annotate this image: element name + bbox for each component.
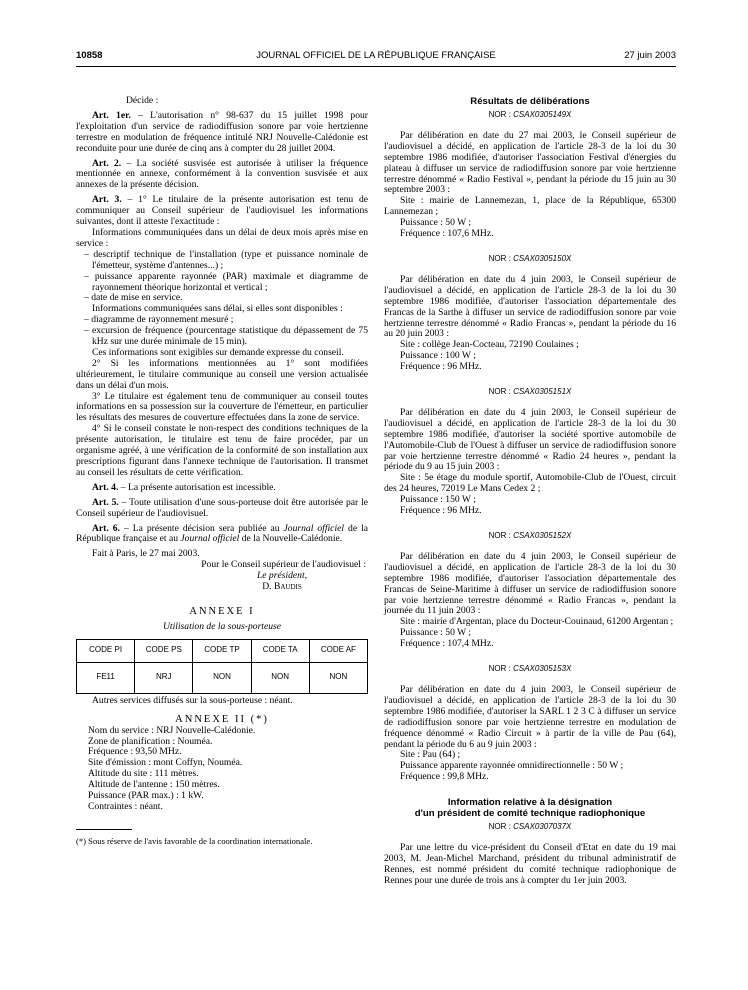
other-services-text: Autres services diffusés sur la sous-porteuse : néant. xyxy=(92,694,293,706)
nor-reference xyxy=(384,664,676,675)
right-column xyxy=(384,96,676,887)
annex-2-line: Puissance (PAR max.) : 1 kW. xyxy=(88,790,204,802)
nor-reference xyxy=(384,110,676,121)
article-6-text: de la République française et au xyxy=(76,522,369,545)
list-item: – date de mise en service. xyxy=(84,292,183,304)
article-3-label: Art. 3. xyxy=(92,194,122,206)
annex-1-subtitle: Utilisation de la sous-porteuse xyxy=(162,620,282,632)
annex-2-details xyxy=(76,726,368,813)
nor-label: NOR : xyxy=(488,387,514,397)
deliberation-entry xyxy=(384,664,676,783)
deliberation-line: Fréquence : 99,8 MHz. xyxy=(400,771,489,783)
article-2 xyxy=(76,159,368,192)
article-1-text: – L'autorisation n° 98-637 du 15 juillet 1998 pour l'exploitation d'un service de radiodiffusion sonore par voie hertzienne terrestre en modulation de fréquence intitulé NRJ Nouvelle-Calédonie est reconduite pour une durée de cinq ans à compter du 28 juillet 2004. xyxy=(76,109,369,154)
paragraph-4: 4° Si le conseil constate le non-respect des conditions techniques de la présente autorisation, le titulaire est tenu de faire procéder, par un organisme agréé, à une vérification de la conformité de son installation aux prescriptions figurant dans l'annexe technique de l'autorisation. Il transmet au conseil les résultats de cette vérification. xyxy=(76,423,368,478)
journal-title: JOURNAL OFFICIEL DE LA RÉPUBLIQUE FRANÇAISE xyxy=(256,50,496,61)
article-4 xyxy=(76,483,368,494)
subcarrier-table xyxy=(76,639,368,694)
article-4-text: – La présente autorisation est incessible. xyxy=(118,481,276,493)
annex-2-line: Fréquence : 93,50 MHz. xyxy=(88,746,182,758)
publication-date: 27 juin 2003 xyxy=(624,50,676,61)
deliberation-line: Fréquence : 96 MHz. xyxy=(400,505,482,517)
table-cell: NON xyxy=(309,662,367,693)
article-3-text: – 1° Le titulaire de la présente autorisation est tenu de communiquer au Conseil supérieur de l'audiovisuel les informations suivantes, dont il atteste l'exactitude : xyxy=(76,194,369,228)
section-title: Résultats de délibérations xyxy=(470,96,590,107)
nor-code: CSAX0305151X xyxy=(513,387,572,397)
list-item: – diagramme de rayonnement mesuré ; xyxy=(84,314,234,326)
list-item: – excursion de fréquence (pourcentage statistique du dépassement de 75 kHz sur une durée minimale de 15 min). xyxy=(84,325,368,348)
deliberation-line: Site : Pau (64) ; xyxy=(400,749,461,761)
designation-body: Par une lettre du vice-président du Conseil d'Etat en date du 19 mai 2003, M. Jean-Michel Marchand, président du tribunal administratif de Rennes, est nommé président du comité technique radiophonique de Rennes pour une durée de trois ans à compter du 1er juin 2003. xyxy=(384,842,676,886)
deliberation-line: Puissance : 50 W ; xyxy=(400,217,472,229)
deliberation-body: Par délibération en date du 4 juin 2003, le Conseil supérieur de l'audiovisuel a décidé, en application de l'article 28-3 de la loi du 30 septembre 1986 modifiée, d'autoriser la société sportive automobile de l'Automobile-Club de l'Ouest à diffuser un service de radiodiffusion sonore par voie hertzienne terrestre dénommé « Radio 24 heures », pendant la période du 9 au 15 juin 2003 : xyxy=(384,406,676,473)
table-header: CODE PI xyxy=(77,639,135,662)
deliberation-body: Par délibération en date du 4 juin 2003, le Conseil supérieur de l'audiovisuel a décidé, en application de l'article 28-3 de la loi du 30 septembre 1986 modifiée, d'autoriser la SARL 1 2 3 C à diffuser un service de radiodiffusion sonore par voie hertzienne terrestre en modulation de fréquence dénommé « Radio Circuit » à partir de la ville de Pau (64), pendant la période du 6 au 9 juin 2003 : xyxy=(384,683,676,750)
article-5-label: Art. 5. xyxy=(92,496,119,508)
deliberation-line: Puissance : 100 W ; xyxy=(400,350,476,362)
info-request-text: Ces informations sont exigibles sur demande expresse du conseil. xyxy=(92,346,344,358)
annex-2-line: Altitude de l'antenne : 150 mètres. xyxy=(88,779,220,791)
nor-reference xyxy=(384,387,676,398)
table-header: CODE PS xyxy=(135,639,193,662)
page-number: 10858 xyxy=(76,50,103,61)
decide-text: Décide : xyxy=(126,95,159,106)
table-cell: NON xyxy=(251,662,309,693)
nor-label: NOR : xyxy=(488,110,514,119)
deliberation-body: Par délibération en date du 4 juin 2003, le Conseil supérieur de l'audiovisuel a décidé, en application de l'article 28-3 de la loi du 30 septembre 1986 modifiée, d'autoriser l'association départementale des Francas de la Sarthe à diffuser un service de radiodiffusion sonore par voie hertzienne terrestre dénommé « Radio Francas », pendant la période du 16 au 20 juin 2003 : xyxy=(384,273,676,340)
table-cell: NRJ xyxy=(135,662,193,693)
deliberation-line: Puissance : 50 W ; xyxy=(400,627,472,639)
nor-code: CSAX0305149X xyxy=(513,110,572,119)
deliberation-body: Par délibération en date du 4 juin 2003, le Conseil supérieur de l'audiovisuel a décidé, en application de l'article 28-3 de la loi du 30 septembre 1986 modifiée, d'autoriser l'association départementale des Francas de Seine-Maritime à diffuser un service de radiodiffusion sonore par voie hertzienne terrestre dénommé « Radio Francas », pendant la journée du 11 juin 2003 : xyxy=(384,550,676,617)
nor-reference xyxy=(384,254,676,265)
deliberation-entry xyxy=(384,110,676,240)
section-title: Information relative à la désignation xyxy=(447,797,613,809)
page-header xyxy=(76,50,676,64)
article-5-text: – Toute utilisation d'une sous-porteuse doit être autorisée par le Conseil supérieur de l'audiovisuel. xyxy=(76,496,368,519)
deliberation-body: Par délibération en date du 27 mai 2003, le Conseil supérieur de l'audiovisuel a décidé, en application de l'article 28-3 de la loi du 30 septembre 1986 modifiée, d'autoriser l'association Festival d'énergies du plateau à diffuser un service de radiodiffusion sonore par voie hertzienne terrestre dénommé « Radio Festival », pendant la période du 15 juin au 30 septembre 2003 : xyxy=(384,129,676,196)
annex-2-line: Zone de planification : Nouméa. xyxy=(88,735,213,747)
footnote-rule xyxy=(76,829,132,830)
nor-code: CSAX0307037X xyxy=(513,822,572,832)
annex-2-line: Altitude du site : 111 mètres. xyxy=(88,768,199,780)
article-2-text: – La société susvisée est autorisée à utiliser la fréquence mentionnée en annexe, conformément à la convention susvisée et aux annexes de la présente décision. xyxy=(76,157,369,191)
deliberation-line: Site : 5e étage du module sportif, Automobile-Club de l'Ouest, circuit des 24 heures, 72019 Le Mans Cedex 2 ; xyxy=(384,472,676,495)
deliberation-entry xyxy=(384,531,676,650)
paragraph-3: 3° Le titulaire est également tenu de communiquer au conseil toutes informations en sa possession sur la couverture de l'émetteur, en particulier les résultats des mesures de couverture effectuées dans la zone de service. xyxy=(76,390,368,424)
article-3 xyxy=(76,195,368,228)
article-6-label: Art. 6. xyxy=(92,522,120,534)
nor-reference xyxy=(384,822,676,833)
annex-2-line: Nom du service : NRJ Nouvelle-Calédonie. xyxy=(88,724,256,736)
deliberation-line: Fréquence : 107,6 MHz. xyxy=(400,228,494,240)
list-item: – descriptif technique de l'installation (type et puissance nominale de l'émetteur, système d'antennes...) ; xyxy=(84,248,368,271)
table-header: CODE TP xyxy=(193,639,251,662)
article-1 xyxy=(76,111,368,155)
deliberation-entry xyxy=(384,254,676,373)
annex-2-line: Site d'émission : mont Coffyn, Nouméa. xyxy=(88,757,243,769)
table-cell: FE11 xyxy=(77,662,135,693)
info-nodelay-heading: Informations communiquées sans délai, si elles sont disponibles : xyxy=(92,303,343,315)
table-header: CODE TA xyxy=(251,639,309,662)
article-4-label: Art. 4. xyxy=(92,481,119,493)
annex-2-line: Contraintes : néant. xyxy=(88,800,163,812)
deliberation-line: Fréquence : 96 MHz. xyxy=(400,361,482,373)
annex-2-title: ANNEXE II (*) xyxy=(175,713,269,725)
article-5 xyxy=(76,498,368,520)
deliberation-line: Site : mairie de Lannemezan, 1, place de la République, 65300 Lannemezan ; xyxy=(384,195,676,218)
deliberation-line: Site : mairie d'Argentan, place du Docteur-Couinaud, 61200 Argentan ; xyxy=(400,616,674,628)
signature-on-behalf: Pour le Conseil supérieur de l'audiovisuel : xyxy=(201,559,366,571)
nor-code: CSAX0305153X xyxy=(513,664,572,674)
nor-code: CSAX0305150X xyxy=(513,253,572,263)
deliberation-line: Site : collège Jean-Cocteau, 72190 Coulaines ; xyxy=(400,339,579,351)
left-column xyxy=(76,96,368,847)
table-row xyxy=(77,662,368,693)
section-title: d'un président de comité technique radiophonique xyxy=(414,808,646,820)
nor-label: NOR : xyxy=(488,531,514,540)
list-item: – puissance apparente rayonnée (PAR) maximale et diagramme de rayonnement théorique horizontal et vertical ; xyxy=(84,270,368,293)
journal-officiel-ref: Journal officiel xyxy=(283,522,345,534)
nor-reference xyxy=(384,531,676,542)
table-cell: NON xyxy=(193,662,251,693)
nor-label: NOR : xyxy=(488,822,514,832)
deliberation-line: Puissance : 150 W ; xyxy=(400,494,476,506)
journal-officiel-ref: Journal officiel xyxy=(180,533,240,545)
article-6 xyxy=(76,524,368,546)
article-2-label: Art. 2. xyxy=(92,157,122,169)
nor-label: NOR : xyxy=(488,664,514,674)
signature-title: Le président, xyxy=(256,570,308,582)
deliberation-line: Fréquence : 107,4 MHz. xyxy=(400,638,494,650)
article-1-label: Art. 1er. xyxy=(92,109,131,121)
info-delay-heading: Informations communiquées dans un délai de deux mois après mise en service : xyxy=(76,226,368,249)
deliberation-entry xyxy=(384,387,676,517)
article-6-text: – La présente décision sera publiée au xyxy=(119,522,284,534)
nor-label: NOR : xyxy=(488,253,514,263)
table-header-row xyxy=(77,639,368,662)
footnote: (*) Sous réserve de l'avis favorable de la coordination internationale. xyxy=(76,835,313,846)
signature-place-date: Fait à Paris, le 27 mai 2003. xyxy=(92,548,200,560)
annex-1-title: ANNEXE I xyxy=(189,605,255,617)
paragraph-2: 2° Si les informations mentionnées au 1° sont modifiées ultérieurement, le titulaire communique au conseil une version actualisée dans un délai d'un mois. xyxy=(76,357,368,391)
header-rule xyxy=(76,66,676,67)
nor-code: CSAX0305152X xyxy=(513,531,572,540)
table-header: CODE AF xyxy=(309,639,367,662)
article-6-text: de la Nouvelle-Calédonie. xyxy=(239,533,343,545)
deliberation-line: Puissance apparente rayonnée omnidirectionnelle : 50 W ; xyxy=(400,760,624,772)
signature-name: D. Baudis xyxy=(262,581,302,593)
